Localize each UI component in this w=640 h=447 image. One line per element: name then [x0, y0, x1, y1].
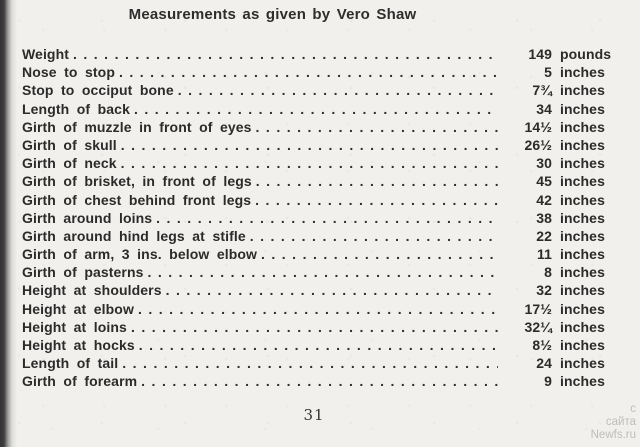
measurement-label: Height at elbow — [22, 300, 134, 317]
measurement-label: Height at loins — [22, 318, 127, 335]
dot-leader — [122, 355, 498, 371]
watermark-line: сайта — [605, 416, 636, 428]
measurement-label: Nose to stop — [22, 64, 115, 81]
table-row — [22, 373, 612, 391]
measurement-unit: inches — [560, 355, 605, 372]
measurement-unit: inches — [560, 82, 605, 99]
measurement-value: 22 — [536, 227, 552, 244]
dot-leader — [121, 155, 498, 171]
measurement-label: Stop to occiput bone — [22, 82, 174, 99]
measurement-unit: inches — [560, 118, 605, 135]
measurement-unit: inches — [560, 300, 605, 317]
table-row — [22, 64, 612, 82]
page-number: 31 — [303, 406, 325, 424]
table-row — [22, 173, 612, 191]
watermark — [591, 403, 636, 442]
dot-leader — [141, 373, 498, 389]
measurement-value: 8½ — [532, 337, 552, 353]
measurement-label: Girth of pasterns — [22, 264, 144, 281]
dot-leader — [119, 64, 498, 80]
measurement-value: 45 — [536, 173, 552, 190]
table-row — [22, 246, 612, 264]
measurement-label: Girth of chest behind front legs — [22, 191, 252, 208]
measurement-unit: inches — [560, 282, 605, 299]
table-row — [22, 264, 612, 282]
dot-leader — [121, 137, 498, 153]
table-row — [22, 337, 612, 355]
measurement-unit: inches — [560, 191, 605, 208]
watermark-line: Newfs.ru — [590, 429, 636, 441]
measurement-value: 32¼ — [524, 318, 552, 335]
measurement-value: 32 — [536, 282, 552, 299]
table-row — [22, 301, 612, 319]
measurement-unit: inches — [560, 227, 605, 244]
measurement-label: Girth around hind legs at stifle — [22, 227, 246, 244]
dot-leader — [256, 119, 498, 135]
table-row — [22, 210, 612, 228]
measurement-label: Girth of forearm — [22, 373, 138, 390]
table-row — [22, 355, 612, 373]
measurements-table — [22, 46, 612, 392]
measurement-value: 38 — [536, 209, 552, 226]
measurement-label: Girth of muzzle in front of eyes — [22, 118, 252, 135]
measurement-label: Girth of brisket, in front of legs — [22, 173, 252, 190]
measurement-unit: inches — [560, 264, 605, 281]
dot-leader — [256, 173, 498, 189]
table-row — [22, 119, 612, 137]
measurement-value: 42 — [536, 191, 552, 208]
measurement-value: 11 — [537, 246, 552, 263]
measurement-unit: inches — [560, 155, 605, 172]
measurement-unit: inches — [560, 100, 605, 117]
dot-leader — [255, 192, 498, 208]
table-row — [22, 46, 612, 64]
table-row — [22, 155, 612, 173]
dot-leader — [178, 82, 498, 98]
measurement-value: 7¾ — [532, 82, 552, 99]
measurement-label: Length of tail — [22, 355, 119, 372]
measurement-value: 24 — [536, 355, 552, 372]
watermark-line: с — [630, 403, 636, 415]
measurement-value: 5 — [544, 64, 552, 81]
measurement-unit: inches — [560, 64, 605, 81]
measurement-label: Weight — [22, 46, 70, 62]
measurement-label: Girth of neck — [22, 155, 117, 172]
table-row — [22, 82, 612, 100]
measurement-value: 34 — [536, 100, 552, 117]
page-title: Measurements as given by Vero Shaw — [128, 6, 417, 23]
measurement-label: Height at hocks — [22, 337, 135, 353]
measurement-unit: inches — [560, 209, 605, 226]
table-row — [22, 228, 612, 246]
measurement-label: Length of back — [22, 100, 130, 117]
dot-leader — [166, 282, 498, 298]
measurement-unit: inches — [560, 136, 605, 153]
measurement-value: 8 — [544, 264, 552, 281]
measurement-label: Height at shoulders — [22, 282, 162, 299]
measurement-unit: inches — [560, 173, 605, 190]
dot-leader — [73, 46, 498, 62]
table-row — [22, 319, 612, 337]
measurement-label: Girth of arm, 3 ins. below elbow — [22, 246, 258, 263]
table-row — [22, 282, 612, 300]
dot-leader — [156, 210, 498, 226]
measurement-label: Girth of skull — [22, 136, 117, 153]
measurement-unit: inches — [560, 318, 605, 335]
measurement-unit: inches — [560, 373, 605, 390]
measurement-value: 14½ — [524, 118, 552, 135]
dot-leader — [148, 264, 499, 280]
measurement-value: 17½ — [524, 300, 552, 317]
table-row — [22, 101, 612, 119]
measurement-unit: pounds — [560, 46, 612, 62]
page-gutter-shadow — [0, 0, 17, 447]
dot-leader — [139, 337, 498, 353]
measurement-value: 9 — [544, 373, 552, 390]
table-row — [22, 137, 612, 155]
dot-leader — [261, 246, 498, 262]
table-row — [22, 192, 612, 210]
measurement-value: 26½ — [524, 136, 552, 153]
measurement-unit: inches — [560, 337, 605, 353]
measurement-value: 30 — [536, 155, 552, 172]
dot-leader — [134, 101, 498, 117]
dot-leader — [131, 319, 498, 335]
measurement-label: Girth around loins — [22, 209, 153, 226]
measurement-unit: inches — [560, 246, 605, 263]
measurement-value: 149 — [528, 46, 552, 62]
dot-leader — [138, 301, 498, 317]
dot-leader — [250, 228, 498, 244]
